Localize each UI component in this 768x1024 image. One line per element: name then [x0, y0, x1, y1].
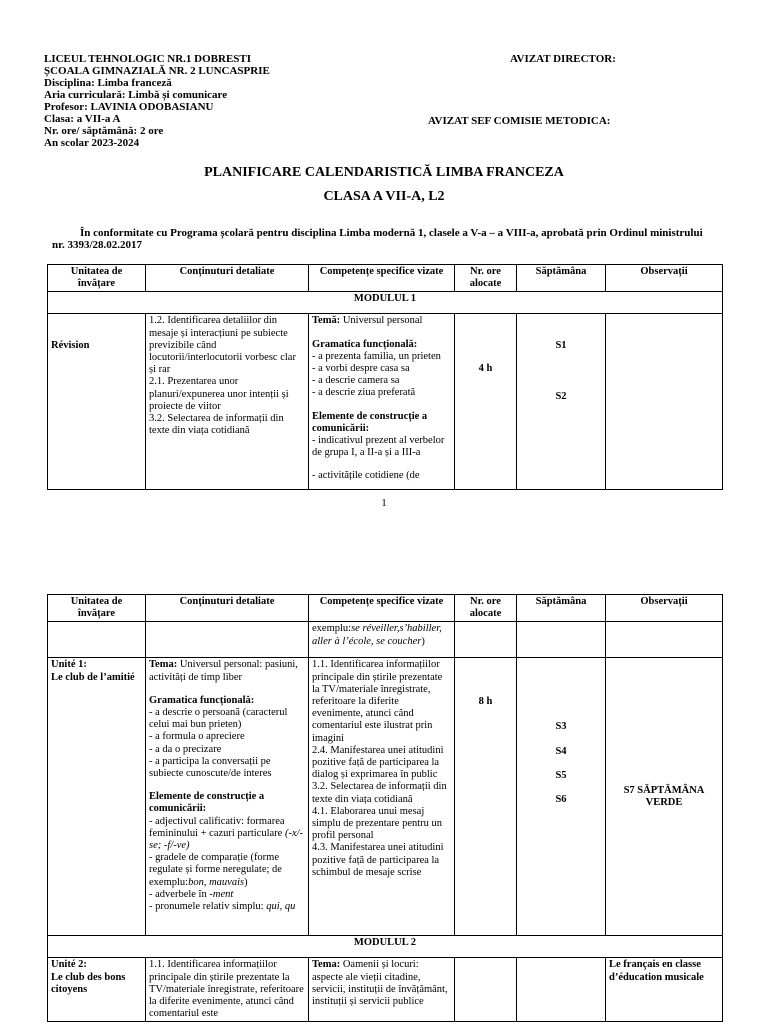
example-verbs: se réveiller,s’habiller, aller à l’école, se coucher: [312, 623, 442, 647]
col-competences-header: Competențe specifice vizate: [309, 265, 455, 292]
elements-item: - adverbele în -ment: [149, 888, 234, 900]
content-cell: [146, 658, 309, 936]
content-cell: 1.1. Identificarea informațiilor principale din știrile prezentate la TV/materiale înregistrate, referitoare la diferite evenimente, atunci când comentariul este: [146, 958, 309, 1022]
teacher-line: Profesor: LAVINIA ODOBASIANU: [44, 101, 214, 113]
competences-cell: [309, 314, 455, 490]
school-name-2: ȘCOALA GIMNAZIALĂ NR. 2 LUNCASPRIE: [44, 65, 270, 77]
school-name-1: LICEUL TEHNOLOGIC NR.1 DOBRESTI: [44, 53, 252, 65]
competences-cell: [309, 622, 455, 658]
module-1-label: MODULUL 1: [48, 292, 723, 314]
elements-item: - activitățile cotidiene (de: [312, 470, 420, 482]
competence-item: 4.3. Manifestarea unei atitudini pozitive față de participarea la schimbul de mesaje scrise: [312, 842, 444, 878]
table-row: [48, 958, 723, 1022]
observations-cell: [606, 622, 723, 658]
grammar-item: - a descrie ziua preferată: [312, 387, 416, 399]
unit-number: Unité 1:: [51, 659, 87, 671]
competence-item: 1.1. Identificarea informațiilor principale din știrile prezentate la TV/materiale înregistrate, referitoare la diferite evenimente, atunci când comentariul este ilustrat prin imagini: [312, 659, 443, 744]
content-item: 2.1. Prezentarea unor planuri/expunerea unor intenții și proiecte de viitor: [149, 376, 289, 412]
discipline-line: Disciplina: Limba franceză: [44, 77, 172, 89]
weeks-cell: [517, 958, 606, 1022]
grammar-item: - a da o precizare: [149, 743, 222, 755]
col-week-header: Săptămâna: [517, 595, 606, 622]
week-label: S6: [555, 794, 567, 806]
content-item: 1.2. Identificarea detaliilor din mesaje și interacțiuni pe subiecte previzibile când locutorii/interlocutorii vorbesc clar și rar: [149, 315, 296, 376]
weeks-cell: [517, 658, 606, 936]
grammar-item: - a prezenta familia, un prieten: [312, 350, 441, 362]
hours-cell: [455, 622, 517, 658]
unit-cell: [48, 658, 146, 936]
theme-text: Universul personal: pasiuni, activități de timp liber: [149, 659, 298, 683]
unit-number: Unité 2:: [51, 959, 87, 971]
document-subtitle: CLASA A VII-A, L2: [323, 189, 445, 204]
col-content-header: Conținuturi detaliate: [146, 595, 309, 622]
elements-item: - adjectivul calificativ: formarea femininului + cazuri particulare (-x/-se; -f/-ve): [149, 815, 304, 852]
hours-line: Nr. ore/ săptămână: 2 ore: [44, 125, 164, 137]
curricular-area-line: Aria curriculară: Limbă și comunicare: [44, 89, 228, 101]
content-cell: [146, 622, 309, 658]
col-competences-header: Competențe specifice vizate: [309, 595, 455, 622]
week-label: S4: [555, 745, 567, 757]
content-item: 3.2. Selectarea de informații din texte din viața cotidiană: [149, 413, 284, 437]
unit-name: Le club de l’amitié: [51, 671, 135, 683]
document-title: PLANIFICARE CALENDARISTICĂ LIMBA FRANCEZA: [204, 165, 564, 180]
table-row: [48, 622, 723, 658]
class-line: Clasa: a VII-a A: [44, 113, 121, 125]
grammar-item: - a descrie camera sa: [312, 375, 400, 387]
week-label: S2: [555, 390, 567, 402]
col-hours-header: Nr. ore alocate: [455, 265, 517, 292]
grammar-item: - a participa la conversații pe subiecte cunoscute/de interes: [149, 755, 272, 780]
competence-item: 2.4. Manifestarea unei atitudini pozitive față de participarea la dialog și exprimarea în public: [312, 744, 444, 781]
director-approval: AVIZAT DIRECTOR:: [510, 53, 616, 65]
hours-cell: [455, 958, 517, 1022]
content-cell: [146, 314, 309, 490]
grammar-item: - a descrie o persoană (caracterul celui mai bun prieten): [149, 707, 288, 731]
grammar-item: - a vorbi despre casa sa: [312, 363, 410, 375]
hours-cell: 8 h: [455, 658, 517, 936]
example-prefix: exemplu:: [312, 623, 352, 635]
planning-table-page-2: [47, 594, 723, 1022]
theme-label: Tema:: [312, 959, 341, 971]
theme-label: Temă:: [312, 315, 341, 327]
module-row: [48, 936, 723, 958]
theme-label: Tema:: [149, 659, 178, 671]
elements-label: Elemente de construcție a comunicării:: [312, 410, 428, 434]
elements-item: - gradele de comparație (forme regulate și forme neregulate; de exemplu:bon, mauvais): [149, 852, 282, 888]
col-week-header: Săptămâna: [517, 265, 606, 292]
table-header-row: [48, 595, 723, 622]
grammar-label: Gramatica funcțională:: [149, 694, 255, 706]
competence-item: 4.1. Elaborarea unui mesaj simplu de prezentare pentru un profil personal: [312, 805, 443, 842]
col-observations-header: Observații: [606, 595, 723, 622]
module-row: [48, 292, 723, 314]
col-unit-header: Unitatea de învățare: [48, 265, 146, 292]
weeks-cell: [517, 622, 606, 658]
unit-cell: [48, 622, 146, 658]
unit-name: Le club des bons citoyens: [51, 971, 126, 995]
theme-text: Universul personal: [340, 315, 423, 327]
unit-cell: [48, 958, 146, 1022]
elements-item: - indicativul prezent al verbelor de grupa I, a II-a și a III-a: [312, 435, 445, 459]
unit-cell: Révision: [48, 314, 146, 490]
module-2-label: MODULUL 2: [48, 936, 723, 958]
weeks-cell: [517, 314, 606, 490]
table-row: [48, 658, 723, 936]
observations-cell: [606, 314, 723, 490]
intro-paragraph: În conformitate cu Programa școlară pentru disciplina Limba modernă 1, clasele a V-a – a VIII-a, aprobată prin Ordinul ministrului nr. 3393/28.02.2017: [52, 227, 703, 251]
col-unit-header: Unitatea de învățare: [48, 595, 146, 622]
col-hours-header: Nr. ore alocate: [455, 595, 517, 622]
week-label: S3: [555, 721, 567, 733]
week-label: S5: [555, 769, 567, 781]
week-label: S1: [555, 340, 567, 352]
elements-label: Elemente de construcție a comunicării:: [149, 791, 265, 815]
grammar-label: Gramatica funcțională:: [312, 338, 418, 350]
school-year-line: An scolar 2023-2024: [44, 137, 140, 149]
hours-cell: 4 h: [455, 314, 517, 490]
competence-item: 3.2. Selectarea de informații din texte din viața cotidiană: [312, 781, 447, 805]
col-content-header: Conținuturi detaliate: [146, 265, 309, 292]
competences-cell: [309, 658, 455, 936]
elements-item: - pronumele relativ simplu: qui, qu: [149, 901, 296, 913]
commission-approval: AVIZAT SEF COMISIE METODICA:: [428, 115, 611, 127]
theme-text: Oamenii și locuri: aspecte ale vieții citadine, servicii, instituții de învățământ, instituții și servicii publice: [312, 959, 448, 1008]
table-row: [48, 314, 723, 490]
example-suffix: ): [421, 635, 425, 647]
observations-cell: S7 SĂPTĂMÂNA VERDE: [606, 658, 723, 936]
col-observations-header: Observații: [606, 265, 723, 292]
observations-cell: Le français en classe d’éducation musicale: [606, 958, 723, 1022]
competences-cell: [309, 958, 455, 1022]
grammar-item: - a formula o apreciere: [149, 731, 245, 743]
planning-table-page-1: [47, 264, 723, 490]
table-header-row: [48, 265, 723, 292]
page-number: 1: [381, 497, 387, 509]
